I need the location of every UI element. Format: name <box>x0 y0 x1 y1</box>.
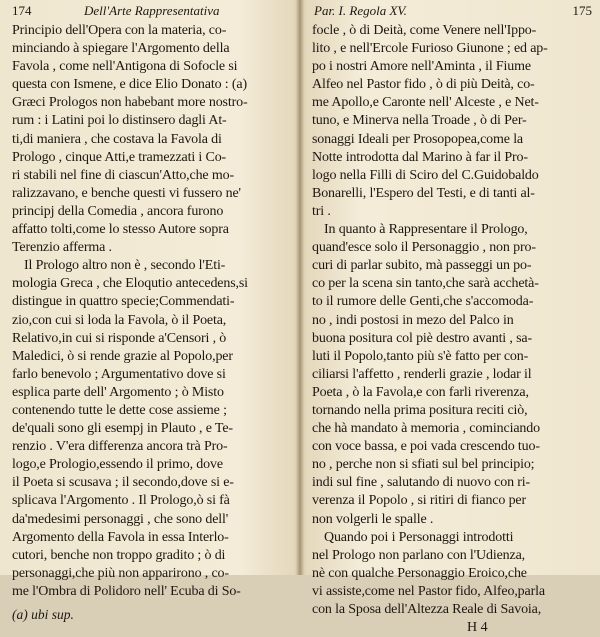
text-line: Il Prologo altro non è , secondo l'Eti- <box>24 258 226 274</box>
text-line: Græci Prologos non habebant more nostro- <box>12 95 248 111</box>
text-line: tornando nella prima positura reciti ciò, <box>312 402 528 418</box>
text-line: Quando poi i Personaggi introdotti <box>324 529 514 545</box>
text-line: zio,con cui si loda la Favola, ò il Poeta, <box>12 312 227 328</box>
text-line: no , indi postosi in mezo del Palco in <box>312 312 514 328</box>
text-line: non volgerli le spalle . <box>312 511 434 527</box>
text-line: buona positura col piè destro avanti , sa- <box>312 330 532 346</box>
text-line: ri stabili nel fine di ciascun'Atto,che mo- <box>12 167 234 183</box>
left-page-header <box>12 2 292 22</box>
text-line: Notte introdotta dal Marino à far il Pro- <box>312 149 528 165</box>
right-page <box>302 0 600 636</box>
text-line: cutori, benche non troppo gradito ; ò di <box>12 547 226 563</box>
text-line: minciando à spiegare l'Argomento della <box>12 41 230 57</box>
text-line: co per la scena sin tanto,che sarà acchetà- <box>312 276 539 292</box>
text-line: distingue in quattro specie;Commendati- <box>12 294 235 310</box>
text-line: splicava l'Argomento . Il Prologo,ò si fà <box>12 493 230 509</box>
text-line: focle , ò di Deità, come Venere nell'Ippo- <box>312 23 537 38</box>
right-running-head: Par. I. Regola XV. <box>314 3 407 18</box>
text-line: Relativo,in cui si risponde a'Censori , ò <box>12 330 227 346</box>
text-line: mologia Greca , che Eloqutio antecedens,si <box>12 276 248 292</box>
text-line: verenza il Popolo , si ritiri di fianco per <box>312 493 526 509</box>
text-line: tri . <box>312 203 331 219</box>
text-line: Prologo , cinque Atti,e tramezzati i Co- <box>12 149 227 165</box>
text-line: Bonarelli, l'Espero del Testi, e di tanti al- <box>312 185 535 201</box>
text-line: ti,di maniera , che costava la Favola di <box>12 131 222 147</box>
text-line: me l'Ombra di Polidoro nell' Ecuba di So- <box>12 583 241 599</box>
text-line: con la Sposa dell'Altezza Reale di Savoia, <box>312 602 542 617</box>
text-line: tuno, e Minerva nella Troade , ò di Per- <box>312 113 527 129</box>
right-page-body <box>312 22 594 619</box>
text-line: to il rumore delle Genti,che s'accomoda- <box>312 294 534 310</box>
text-line: po i nostri Amore nell'Aminta , il Fiume <box>312 59 531 75</box>
text-line: de'quali sono gli esempj in Plauto , e Te- <box>12 421 233 437</box>
text-line: indi sul fine , salutando di nuovo con ri- <box>312 475 531 491</box>
text-line: affatto tolti,come lo stesso Autore sopra <box>12 222 229 238</box>
text-line: logo,e Prologio,essendo il primo, dove <box>12 457 223 473</box>
right-page-number: 175 <box>572 3 592 18</box>
text-line: che hà mandato à memoria , cominciando <box>312 421 540 437</box>
text-line: personaggi,che più non apparirono , co- <box>12 565 229 581</box>
text-line: farlo benevolo ; Argumentativo dove si <box>12 366 226 382</box>
text-line: quand'esce solo il Personaggio , non pro- <box>312 240 536 256</box>
signature-mark: H 4 <box>467 620 488 636</box>
left-page <box>0 0 298 622</box>
text-line: sonaggi Ideali per Prosopopea,come la <box>312 131 523 147</box>
text-line: Argomento della Favola in essa Interlo- <box>12 529 229 545</box>
text-line: Principio dell'Opera con la materia, co- <box>12 23 227 38</box>
text-line: ciliarsi l'affetto , renderli grazie , lodar il <box>312 366 532 382</box>
text-line: il Poeta si scusava ; il secondo,dove si e- <box>12 475 234 491</box>
text-line: questa con Ismene, e dice Elio Donato : (a) <box>12 77 247 93</box>
text-line: esplica parte dell' Argomento ; ò Misto <box>12 384 224 400</box>
text-line: vi assiste,come nel Pastor fido, Alfeo,parla <box>312 583 545 599</box>
text-line: principj della Comedia , ancora furono <box>12 203 224 219</box>
text-line: Favola , come nell'Antigona di Sofocle si <box>12 59 238 75</box>
text-line: curi di parlar subito, mà passeggi un po- <box>312 258 532 274</box>
left-footnote: (a) ubi sup. <box>12 607 74 622</box>
text-line: contenendo tutte le dette cose assieme ; <box>12 402 227 418</box>
left-page-number: 174 <box>12 3 32 18</box>
text-line: con voce bassa, e poi vada crescendo tuo- <box>312 439 540 455</box>
text-line: nè con qualche Personaggio Eroico,che <box>312 565 527 581</box>
text-line: Maledici, ò si rende grazie al Popolo,per <box>12 348 233 364</box>
text-line: da'medesimi personaggi , che sono dell' <box>12 511 229 527</box>
text-line: logo nella Filli di Sciro del C.Guidobaldo <box>312 167 539 183</box>
text-line: In quanto à Rappresentare il Prologo, <box>324 222 528 238</box>
right-page-header <box>312 2 594 22</box>
left-running-head: Dell'Arte Rappresentativa <box>84 3 220 18</box>
text-line: renzio . V'era differenza ancora trà Pro- <box>12 439 228 455</box>
text-line: nel Prologo non parlano con l'Udienza, <box>312 547 525 563</box>
text-line: me Apollo,e Caronte nell' Alceste , e Net- <box>312 95 539 111</box>
text-line: no , perche non si sfiati sul bel principio; <box>312 457 535 473</box>
left-page-body <box>12 22 292 601</box>
text-line: Alfeo nel Pastor fido , ò di più Deità, co- <box>312 77 535 93</box>
text-line: Poeta , ò la Favola,e con farli riverenza, <box>312 384 529 400</box>
text-line: Terenzio afferma . <box>12 240 112 256</box>
text-line: rum : i Latini poi lo distinsero dagli At- <box>12 113 227 129</box>
text-line: ralizzavano, e benche questi vi fussero ne' <box>12 185 241 201</box>
text-line: luti il Popolo,tanto più s'è fatto per con- <box>312 348 529 364</box>
text-line: lito , e nell'Ercole Furioso Giunone ; ed ap- <box>312 41 548 57</box>
